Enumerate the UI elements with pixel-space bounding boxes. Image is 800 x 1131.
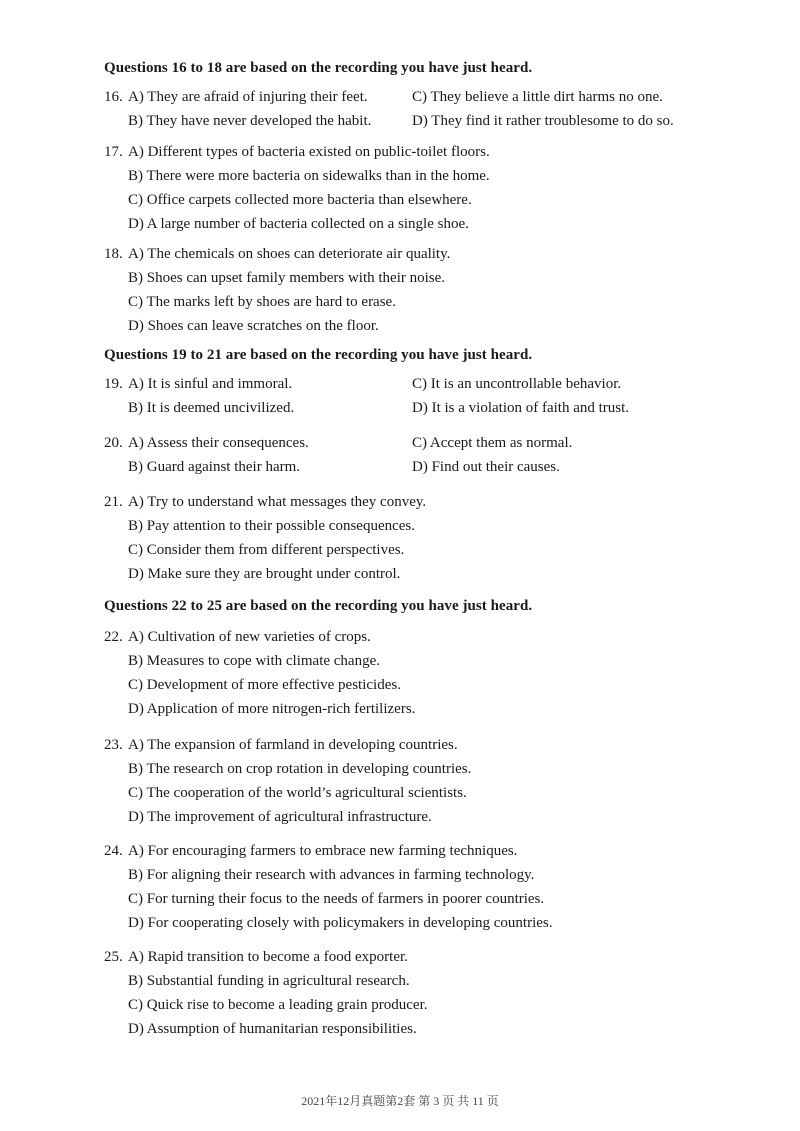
page-footer: 2021年12月真题第2套 第 3 页 共 11 页: [301, 1094, 499, 1108]
section-heading-16-18: Questions 16 to 18 are based on the recording you have just heard.: [104, 60, 533, 76]
question-25: [104, 945, 427, 1041]
option-b: B) Pay attention to their possible consequences.: [128, 518, 416, 534]
option-a: A) The expansion of farmland in developing countries.: [128, 737, 458, 753]
option-a: A) Assess their consequences.: [128, 435, 309, 451]
option-c: C) The marks left by shoes are hard to erase.: [128, 294, 396, 310]
option-d: D) They find it rather troublesome to do so.: [412, 113, 674, 129]
question-number: 17.: [104, 144, 123, 160]
question-number: 22.: [104, 629, 123, 645]
question-19: [104, 372, 724, 420]
option-b: B) Substantial funding in agricultural research.: [128, 973, 410, 989]
option-b: B) It is deemed uncivilized.: [128, 400, 295, 416]
question-number: 21.: [104, 494, 123, 510]
option-c: C) The cooperation of the world’s agricultural scientists.: [128, 785, 467, 801]
option-c: C) It is an uncontrollable behavior.: [412, 376, 622, 392]
question-number: 20.: [104, 435, 123, 451]
question-17: [104, 140, 490, 236]
option-c: C) Accept them as normal.: [412, 435, 573, 451]
option-a: A) Rapid transition to become a food exporter.: [128, 949, 408, 965]
option-d: D) Make sure they are brought under control.: [128, 566, 401, 582]
option-c: C) Development of more effective pesticides.: [128, 677, 401, 693]
option-d: D) Assumption of humanitarian responsibilities.: [128, 1021, 417, 1037]
option-d: D) A large number of bacteria collected on a single shoe.: [128, 216, 469, 232]
option-a: A) Try to understand what messages they convey.: [128, 494, 427, 510]
question-20: [104, 431, 724, 479]
option-c: C) Quick rise to become a leading grain producer.: [128, 997, 428, 1013]
option-b: B) There were more bacteria on sidewalks than in the home.: [128, 168, 490, 184]
option-c: C) For turning their focus to the needs of farmers in poorer countries.: [128, 891, 545, 907]
question-21: [104, 490, 426, 586]
section-heading-19-21: Questions 19 to 21 are based on the recording you have just heard.: [104, 347, 533, 363]
option-b: B) Shoes can upset family members with their noise.: [128, 270, 446, 286]
question-16: [104, 85, 724, 133]
option-d: D) Application of more nitrogen-rich fertilizers.: [128, 701, 416, 717]
option-d: D) Shoes can leave scratches on the floor.: [128, 318, 379, 334]
question-number: 23.: [104, 737, 123, 753]
question-23: [104, 733, 471, 829]
question-number: 18.: [104, 246, 123, 262]
option-b: B) For aligning their research with advances in farming technology.: [128, 867, 535, 883]
option-b: B) Guard against their harm.: [128, 459, 301, 475]
option-c: C) Consider them from different perspectives.: [128, 542, 405, 558]
option-d: D) Find out their causes.: [412, 459, 560, 475]
option-a: A) The chemicals on shoes can deteriorate air quality.: [128, 246, 451, 262]
option-a: A) Cultivation of new varieties of crops.: [128, 629, 371, 645]
option-a: A) Different types of bacteria existed on public-toilet floors.: [128, 144, 490, 160]
question-number: 24.: [104, 843, 123, 859]
question-number: 16.: [104, 89, 123, 105]
question-number: 25.: [104, 949, 123, 965]
option-a: A) They are afraid of injuring their feet.: [128, 89, 368, 105]
option-a: A) For encouraging farmers to embrace new farming techniques.: [128, 843, 518, 859]
option-b: B) They have never developed the habit.: [128, 113, 372, 129]
question-24: [104, 839, 552, 935]
option-b: B) Measures to cope with climate change.: [128, 653, 380, 669]
option-a: A) It is sinful and immoral.: [128, 376, 293, 392]
option-d: D) The improvement of agricultural infrastructure.: [128, 809, 432, 825]
option-d: D) For cooperating closely with policymakers in developing countries.: [128, 915, 553, 931]
question-number: 19.: [104, 376, 123, 392]
option-d: D) It is a violation of faith and trust.: [412, 400, 630, 416]
option-c: C) They believe a little dirt harms no one.: [412, 89, 663, 105]
question-18: [104, 242, 450, 338]
option-c: C) Office carpets collected more bacteria than elsewhere.: [128, 192, 472, 208]
option-b: B) The research on crop rotation in developing countries.: [128, 761, 472, 777]
section-heading-22-25: Questions 22 to 25 are based on the recording you have just heard.: [104, 598, 533, 614]
question-22: [104, 625, 415, 721]
